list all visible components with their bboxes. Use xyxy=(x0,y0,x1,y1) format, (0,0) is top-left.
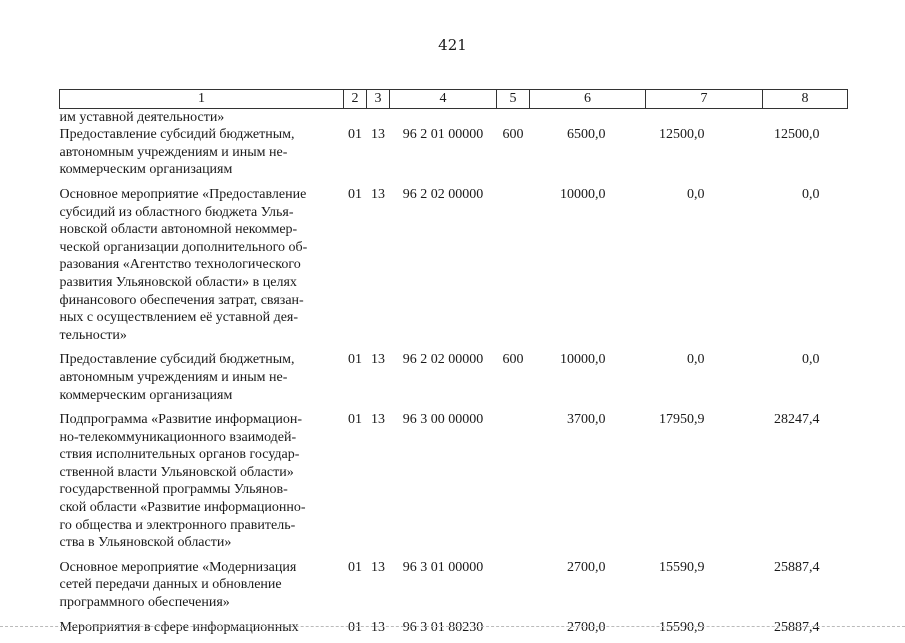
expense-type-code xyxy=(497,186,530,351)
table-row xyxy=(60,351,848,411)
description-line: Предоставление субсидий бюджетным, xyxy=(59,352,295,368)
header-cell: 8 xyxy=(763,90,848,109)
table-row xyxy=(60,559,848,619)
amount-col-6: 10000,0 xyxy=(560,352,606,368)
table-row xyxy=(60,108,848,126)
row-description xyxy=(60,186,344,351)
header-cell: 6 xyxy=(530,90,646,109)
header-cell: 1 xyxy=(60,90,344,109)
amount-col-8: 25887,4 xyxy=(774,559,820,575)
amount-col-7: 17950,9 xyxy=(659,412,705,428)
page-number: 421 xyxy=(438,36,467,54)
description-line: ствия исполнительных органов государ- xyxy=(59,447,300,463)
amount-col-8: 0,0 xyxy=(802,352,820,368)
description-line: Основное мероприятие «Предоставление xyxy=(59,186,307,202)
description-line: им уставной деятельности» xyxy=(59,109,225,125)
expense-type-code xyxy=(497,411,530,559)
header-cell: 7 xyxy=(646,90,763,109)
row-description xyxy=(60,108,344,126)
description-line: Предоставление субсидий бюджетным, xyxy=(59,127,295,143)
description-line: развития Ульяновской области» в целях xyxy=(59,274,297,290)
amount-col-6: 10000,0 xyxy=(560,186,606,202)
target-article-code: 96 2 01 00000 xyxy=(402,127,484,143)
amount-col-6: 3700,0 xyxy=(567,412,606,428)
target-article-code: 96 3 01 80230 xyxy=(402,619,484,635)
row-description xyxy=(60,619,344,643)
expense-type-code xyxy=(497,108,530,126)
amount-col-7 xyxy=(646,108,763,126)
table-row xyxy=(60,186,848,351)
description-line: автономным учреждениям и иным не- xyxy=(59,369,288,385)
amount-col-7: 0,0 xyxy=(687,352,705,368)
table-row xyxy=(60,411,848,559)
subsection-code: 13 xyxy=(371,559,385,575)
description-line: новской области автономной некоммер- xyxy=(59,222,298,238)
row-description xyxy=(60,351,344,411)
subsection-code: 13 xyxy=(371,127,385,143)
description-line: автономным учреждениям и иным не- xyxy=(59,144,288,160)
amount-col-7: 12500,0 xyxy=(659,127,705,143)
description-line: сетей передачи данных и обновление xyxy=(59,577,282,593)
page-edge-line xyxy=(0,626,905,628)
expense-type-code: 600 xyxy=(502,127,524,143)
description-line: субсидий из областного бюджета Улья- xyxy=(59,204,294,220)
table-body xyxy=(60,108,848,643)
section-code: 01 xyxy=(348,186,362,202)
description-line: разования «Агентство технологического xyxy=(59,257,301,273)
section-code: 01 xyxy=(348,559,362,575)
table-row xyxy=(60,126,848,186)
description-line: ства в Ульяновской области» xyxy=(59,535,232,551)
section-code: 01 xyxy=(348,412,362,428)
target-article-code: 96 2 02 00000 xyxy=(402,352,484,368)
section-code xyxy=(344,108,367,126)
subsection-code: 13 xyxy=(371,619,385,635)
expense-type-code xyxy=(497,559,530,619)
header-cell: 5 xyxy=(497,90,530,109)
amount-col-8: 0,0 xyxy=(802,186,820,202)
subsection-code xyxy=(367,108,390,126)
target-article-code xyxy=(390,108,497,126)
amount-col-6: 2700,0 xyxy=(567,619,606,635)
subsection-code: 13 xyxy=(371,412,385,428)
section-code: 01 xyxy=(348,619,362,635)
subsection-code: 13 xyxy=(371,186,385,202)
description-line: Подпрограмма «Развитие информацион- xyxy=(59,412,303,428)
amount-col-6: 6500,0 xyxy=(567,127,606,143)
table-row xyxy=(60,619,848,643)
description-line: го общества и электронного правитель- xyxy=(59,517,296,533)
amount-col-7: 15590,9 xyxy=(659,619,705,635)
target-article-code: 96 3 01 00000 xyxy=(402,559,484,575)
target-article-code: 96 3 00 00000 xyxy=(402,412,484,428)
header-cell: 3 xyxy=(367,90,390,109)
budget-table xyxy=(59,89,848,643)
description-line: ственной власти Ульяновской области» xyxy=(59,464,294,480)
header-cell: 4 xyxy=(390,90,497,109)
expense-type-code xyxy=(497,619,530,643)
description-line: коммерческим организациям xyxy=(59,387,233,403)
amount-col-8: 12500,0 xyxy=(774,127,820,143)
header-cell: 2 xyxy=(344,90,367,109)
amount-col-7: 0,0 xyxy=(687,186,705,202)
amount-col-7: 15590,9 xyxy=(659,559,705,575)
description-line: Мероприятия в сфере информационных xyxy=(59,619,299,635)
expense-type-code: 600 xyxy=(502,352,524,368)
header-row xyxy=(60,90,848,109)
amount-col-6 xyxy=(530,108,646,126)
amount-col-6: 2700,0 xyxy=(567,559,606,575)
description-line: коммерческим организациям xyxy=(59,162,233,178)
row-description xyxy=(60,559,344,619)
row-description xyxy=(60,126,344,186)
row-description xyxy=(60,411,344,559)
amount-col-8 xyxy=(763,108,848,126)
description-line: ской области «Развитие информационно- xyxy=(59,500,306,516)
target-article-code: 96 2 02 00000 xyxy=(402,186,484,202)
description-line: Основное мероприятие «Модернизация xyxy=(59,559,297,575)
section-code: 01 xyxy=(348,352,362,368)
description-line: финансового обеспечения затрат, связан- xyxy=(59,292,304,308)
description-line: тельности» xyxy=(59,327,127,343)
subsection-code: 13 xyxy=(371,352,385,368)
description-line: ческой организации дополнительного об- xyxy=(59,239,308,255)
section-code: 01 xyxy=(348,127,362,143)
amount-col-8: 25887,4 xyxy=(774,619,820,635)
description-line: ных с осуществлением её уставной дея- xyxy=(59,310,299,326)
description-line: программного обеспечения» xyxy=(59,595,230,611)
description-line: государственной программы Ульянов- xyxy=(59,482,288,498)
amount-col-8: 28247,4 xyxy=(774,412,820,428)
description-line: но-телекоммуникационного взаимодей- xyxy=(59,429,297,445)
